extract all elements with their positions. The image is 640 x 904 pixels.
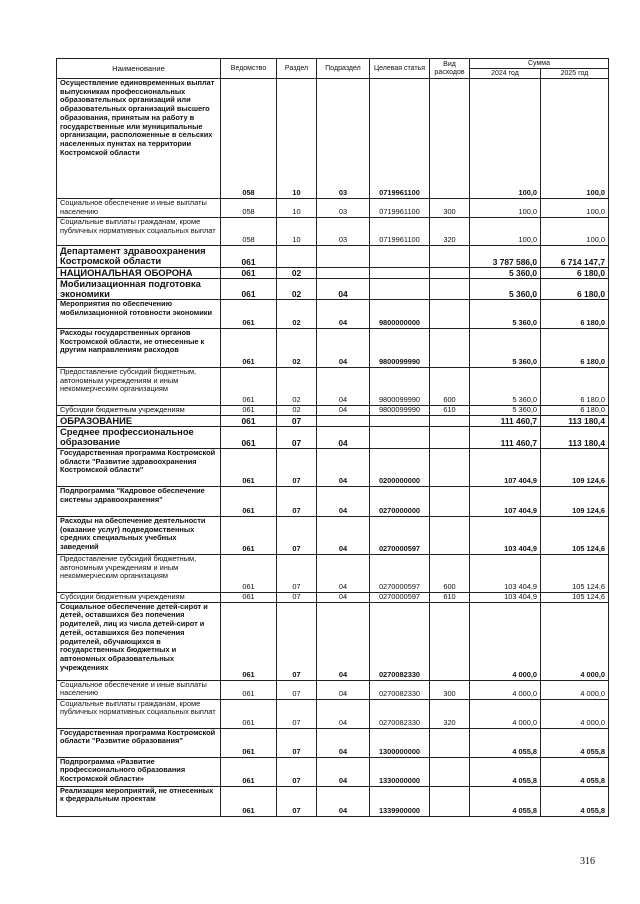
cell-2025: 4 055,8 [541,728,609,757]
header-2024: 2024 год [470,69,541,79]
cell-name: Среднее профессиональное образование [57,427,221,449]
cell-2024: 5 360,0 [470,279,541,300]
cell-name: Департамент здравоохранения Костромской области [57,246,221,268]
cell-2025: 4 055,8 [541,757,609,786]
cell-dept: 061 [221,602,277,680]
cell-2024: 3 787 586,0 [470,246,541,268]
cell-exptype [430,427,470,449]
cell-section: 07 [277,699,317,728]
cell-target: 0270082330 [370,680,430,699]
header-sum: Сумма [470,59,609,69]
cell-section: 10 [277,218,317,246]
cell-target: 0270000597 [370,555,430,593]
cell-name: Государственная программа Костромской области "Развитие здравоохранения Костромской области" [57,449,221,487]
cell-2024: 5 360,0 [470,368,541,406]
page-number: 316 [580,856,595,867]
table-row [57,728,609,757]
cell-target [370,279,430,300]
table-row [57,593,609,603]
table-body [57,79,609,817]
cell-section: 02 [277,329,317,368]
cell-dept: 061 [221,449,277,487]
cell-exptype: 320 [430,699,470,728]
cell-section: 07 [277,786,317,816]
cell-subsection [317,416,370,427]
cell-target [370,427,430,449]
table-row [57,602,609,680]
table-row [57,300,609,329]
cell-subsection: 04 [317,555,370,593]
cell-dept: 061 [221,329,277,368]
cell-subsection: 04 [317,593,370,603]
cell-2024: 5 360,0 [470,406,541,416]
cell-section: 07 [277,602,317,680]
cell-dept: 061 [221,517,277,555]
table-row [57,517,609,555]
cell-subsection: 04 [317,728,370,757]
cell-2024: 107 404,9 [470,449,541,487]
cell-2025: 4 000,0 [541,680,609,699]
cell-name: Социальные выплаты гражданам, кроме публичных нормативных социальных выплат [57,699,221,728]
cell-subsection [317,246,370,268]
cell-section: 10 [277,79,317,199]
cell-name: Социальное обеспечение и иные выплаты населению [57,680,221,699]
cell-name: Субсидии бюджетным учреждениям [57,593,221,603]
cell-2025: 113 180,4 [541,427,609,449]
cell-2025: 6 180,0 [541,329,609,368]
cell-section: 02 [277,406,317,416]
table-row [57,368,609,406]
cell-exptype: 610 [430,593,470,603]
cell-subsection: 04 [317,699,370,728]
cell-dept: 061 [221,368,277,406]
cell-2024: 100,0 [470,79,541,199]
cell-target: 1330000000 [370,757,430,786]
cell-dept: 061 [221,300,277,329]
table-row [57,199,609,218]
header-name: Наименование [57,59,221,79]
cell-section: 07 [277,449,317,487]
cell-subsection: 04 [317,279,370,300]
cell-subsection: 04 [317,786,370,816]
cell-subsection [317,268,370,279]
cell-2024: 4 055,8 [470,728,541,757]
cell-2024: 4 000,0 [470,680,541,699]
cell-target: 0270000000 [370,487,430,517]
cell-section: 07 [277,593,317,603]
cell-2025: 6 714 147,7 [541,246,609,268]
header-subsection: Подраздел [317,59,370,79]
table-row [57,279,609,300]
cell-section: 07 [277,728,317,757]
cell-target [370,268,430,279]
cell-2025: 105 124,6 [541,517,609,555]
header-2025: 2025 год [541,69,609,79]
cell-section: 02 [277,300,317,329]
cell-exptype [430,517,470,555]
cell-name: Социальное обеспечение детей-сирот и детей, оставшихся без попечения родителей, лиц из числа детей-сирот и детей, оставшихся без попечения родителей, обучающихся в государственных бюджетных и автономных образовательных учреждениях [57,602,221,680]
cell-target: 0270000597 [370,517,430,555]
cell-2025: 109 124,6 [541,487,609,517]
cell-name: Государственная программа Костромской области "Развитие образования" [57,728,221,757]
cell-subsection: 04 [317,427,370,449]
cell-name: Подпрограмма «Развитие профессионального образования Костромской области» [57,757,221,786]
cell-exptype: 320 [430,218,470,246]
cell-section: 07 [277,555,317,593]
cell-section: 07 [277,487,317,517]
table-row [57,427,609,449]
cell-2025: 109 124,6 [541,449,609,487]
cell-section: 07 [277,757,317,786]
cell-subsection: 04 [317,300,370,329]
cell-exptype [430,757,470,786]
cell-2025: 6 180,0 [541,368,609,406]
cell-dept: 061 [221,728,277,757]
table-row [57,555,609,593]
cell-section: 07 [277,416,317,427]
cell-target: 0719961100 [370,79,430,199]
cell-section: 02 [277,279,317,300]
cell-dept: 058 [221,79,277,199]
cell-2025: 6 180,0 [541,406,609,416]
cell-subsection: 04 [317,449,370,487]
cell-2025: 100,0 [541,199,609,218]
table-row [57,416,609,427]
cell-subsection: 03 [317,199,370,218]
cell-2025: 105 124,6 [541,593,609,603]
table-row [57,680,609,699]
cell-target: 0719961100 [370,218,430,246]
cell-2024: 103 404,9 [470,517,541,555]
cell-dept: 061 [221,487,277,517]
cell-target: 9800099990 [370,368,430,406]
cell-2024: 4 055,8 [470,786,541,816]
cell-2025: 105 124,6 [541,555,609,593]
cell-name: Социальные выплаты гражданам, кроме публичных нормативных социальных выплат [57,218,221,246]
table-row [57,757,609,786]
cell-target: 1339900000 [370,786,430,816]
cell-2024: 111 460,7 [470,416,541,427]
cell-section: 07 [277,517,317,555]
cell-dept: 061 [221,593,277,603]
cell-dept: 061 [221,757,277,786]
cell-2024: 4 000,0 [470,602,541,680]
cell-2024: 111 460,7 [470,427,541,449]
cell-2024: 5 360,0 [470,300,541,329]
cell-name: Социальное обеспечение и иные выплаты населению [57,199,221,218]
cell-subsection: 04 [317,757,370,786]
table-row [57,268,609,279]
cell-dept: 061 [221,416,277,427]
cell-2025: 6 180,0 [541,268,609,279]
cell-exptype [430,786,470,816]
table-row [57,79,609,199]
cell-dept: 061 [221,406,277,416]
cell-exptype [430,487,470,517]
header-dept: Ведомство [221,59,277,79]
cell-dept: 061 [221,555,277,593]
cell-2025: 4 000,0 [541,699,609,728]
cell-exptype [430,449,470,487]
cell-subsection: 04 [317,329,370,368]
cell-name: Мероприятия по обеспечению мобилизационной готовности экономики [57,300,221,329]
cell-exptype [430,728,470,757]
cell-subsection: 04 [317,487,370,517]
cell-2024: 5 360,0 [470,329,541,368]
table-row [57,449,609,487]
cell-exptype: 300 [430,680,470,699]
table-row [57,218,609,246]
cell-section: 02 [277,268,317,279]
table-row [57,246,609,268]
cell-2024: 4 055,8 [470,757,541,786]
cell-2025: 6 180,0 [541,300,609,329]
cell-dept: 061 [221,786,277,816]
cell-section: 02 [277,368,317,406]
cell-2024: 107 404,9 [470,487,541,517]
cell-2025: 100,0 [541,79,609,199]
table-row [57,786,609,816]
cell-exptype: 610 [430,406,470,416]
cell-name: Реализация мероприятий, не отнесенных к федеральным проектам [57,786,221,816]
cell-exptype: 600 [430,555,470,593]
table-row [57,699,609,728]
cell-exptype [430,300,470,329]
cell-exptype [430,329,470,368]
cell-target [370,416,430,427]
cell-target: 9800099990 [370,406,430,416]
cell-2024: 5 360,0 [470,268,541,279]
cell-exptype [430,79,470,199]
cell-section [277,246,317,268]
cell-dept: 061 [221,279,277,300]
budget-table [56,58,609,817]
cell-subsection: 04 [317,517,370,555]
cell-section: 07 [277,427,317,449]
cell-dept: 061 [221,268,277,279]
cell-subsection: 04 [317,602,370,680]
cell-2025: 4 000,0 [541,602,609,680]
cell-name: Предоставление субсидий бюджетным, автономным учреждениям и иным некоммерческим организациям [57,555,221,593]
cell-subsection: 04 [317,368,370,406]
cell-2025: 6 180,0 [541,279,609,300]
cell-target: 0270082330 [370,699,430,728]
cell-target: 0270000597 [370,593,430,603]
cell-name: Подпрограмма "Кадровое обеспечение системы здравоохранения" [57,487,221,517]
table-row [57,406,609,416]
cell-name: Расходы на обеспечение деятельности (оказание услуг) подведомственных средних специальных учебных заведений [57,517,221,555]
cell-section: 10 [277,199,317,218]
cell-name: Субсидии бюджетным учреждениям [57,406,221,416]
cell-exptype [430,279,470,300]
table-row [57,487,609,517]
cell-dept: 061 [221,680,277,699]
cell-target: 1300000000 [370,728,430,757]
cell-dept: 058 [221,199,277,218]
cell-subsection: 04 [317,680,370,699]
cell-subsection: 03 [317,218,370,246]
cell-2024: 100,0 [470,218,541,246]
header-exptype: Вид расходов [430,59,470,79]
cell-target [370,246,430,268]
table-header [57,59,609,79]
cell-2025: 100,0 [541,218,609,246]
cell-2025: 4 055,8 [541,786,609,816]
cell-target: 9800000000 [370,300,430,329]
cell-name: Осуществление единовременных выплат выпускникам профессиональных образовательных организаций или образовательных организаций высшего образования, принятым на работу в государственные или муниципальные организации, расположенные в сельских населенных пунктах на территории Костромской области [57,79,221,199]
cell-2025: 113 180,4 [541,416,609,427]
cell-dept: 061 [221,246,277,268]
cell-exptype [430,602,470,680]
header-target: Целевая статья [370,59,430,79]
cell-target: 0270082330 [370,602,430,680]
cell-dept: 061 [221,699,277,728]
cell-name: Расходы государственных органов Костромской области, не отнесенные к другим направлениям расходов [57,329,221,368]
cell-2024: 103 404,9 [470,593,541,603]
cell-subsection: 04 [317,406,370,416]
cell-name: ОБРАЗОВАНИЕ [57,416,221,427]
cell-dept: 058 [221,218,277,246]
cell-exptype [430,246,470,268]
cell-dept: 061 [221,427,277,449]
cell-subsection: 03 [317,79,370,199]
cell-2024: 103 404,9 [470,555,541,593]
cell-section: 07 [277,680,317,699]
cell-target: 0719961100 [370,199,430,218]
cell-2024: 4 000,0 [470,699,541,728]
cell-target: 9800099990 [370,329,430,368]
header-section: Раздел [277,59,317,79]
cell-exptype: 600 [430,368,470,406]
cell-name: НАЦИОНАЛЬНАЯ ОБОРОНА [57,268,221,279]
cell-target: 0200000000 [370,449,430,487]
cell-exptype [430,268,470,279]
cell-2024: 100,0 [470,199,541,218]
table-row [57,329,609,368]
cell-name: Мобилизационная подготовка экономики [57,279,221,300]
cell-exptype: 300 [430,199,470,218]
cell-exptype [430,416,470,427]
cell-name: Предоставление субсидий бюджетным, автономным учреждениям и иным некоммерческим организациям [57,368,221,406]
